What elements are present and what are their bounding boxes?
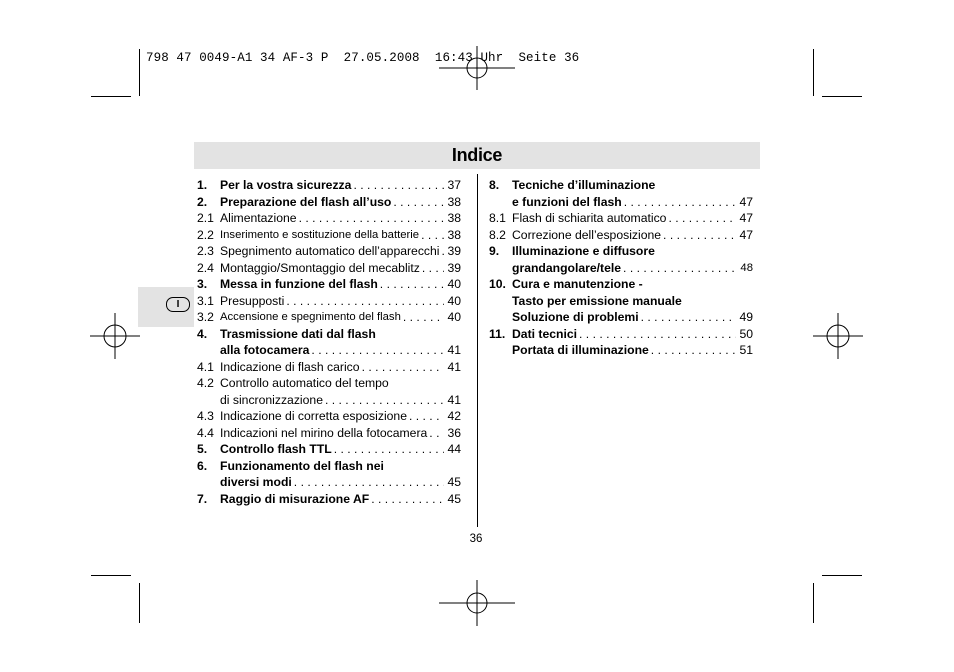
- toc-entry-label: Preparazione del flash all’uso: [220, 194, 392, 209]
- toc-entry-label: Trasmissione dati dal flash: [220, 326, 376, 341]
- toc-entry: [197, 474, 461, 491]
- toc-entry-label: Tasto per emissione manuale: [512, 293, 682, 308]
- toc-entry-label: Tecniche d’illuminazione: [512, 178, 656, 192]
- toc-entry-label: Flash di schiarita automatico: [512, 211, 667, 225]
- toc-entry: [197, 293, 461, 310]
- toc-entry-label: Spegnimento automatico dell’apparecchi: [220, 244, 440, 258]
- toc-entry-page: 41: [447, 392, 461, 407]
- toc-entry: [489, 276, 753, 293]
- toc-entry-page: 44: [447, 442, 461, 456]
- toc-entry: [489, 243, 753, 260]
- toc-entry-number: 7.: [197, 491, 208, 506]
- toc-entry-number: 4.: [197, 326, 208, 341]
- toc-entry-page: 47: [739, 194, 753, 209]
- toc-entry: [197, 441, 461, 458]
- toc-leader-dots: [639, 309, 737, 326]
- toc-entry-number: 10.: [489, 277, 506, 291]
- toc-entry-label: Cura e manutenzione -: [512, 277, 643, 291]
- toc-entry-number: 2.1: [197, 211, 214, 225]
- toc-leader-dots: [419, 227, 444, 244]
- toc-entry-page: 51: [739, 343, 753, 357]
- toc-leader-dots: [622, 194, 737, 211]
- toc-entry-number: 8.2: [489, 227, 506, 242]
- toc-entry-page: 40: [447, 310, 461, 324]
- toc-entry-number: 11.: [489, 326, 506, 341]
- toc-entry-number: 2.2: [197, 227, 214, 242]
- toc-entry-page: 48: [740, 261, 753, 274]
- toc-entry: [197, 227, 461, 244]
- print-header: 798 47 0049-A1 34 AF-3 P 27.05.2008 16:43 Uhr Seite 36: [146, 51, 580, 65]
- language-tab: [138, 287, 194, 327]
- toc-entry-number: 3.1: [197, 293, 214, 308]
- toc-entry: [489, 227, 753, 244]
- toc-entry-label: Dati tecnici: [512, 326, 578, 341]
- column-divider: [477, 174, 478, 527]
- toc-leader-dots: [292, 474, 445, 491]
- toc-leader-dots: [621, 260, 737, 277]
- toc-entry: [197, 243, 461, 260]
- toc-leader-dots: [420, 260, 445, 277]
- toc-entry: [197, 309, 461, 326]
- toc-entry-page: 39: [447, 260, 461, 275]
- registration-mark-left: [90, 313, 140, 359]
- language-badge: I: [166, 297, 190, 312]
- toc-leader-dots: [378, 276, 445, 293]
- toc-leader-dots: [369, 491, 444, 508]
- toc-entry-page: 38: [447, 211, 461, 225]
- toc-entry-label: Inserimento e sostituzione della batterie: [220, 228, 420, 241]
- registration-mark-bottom: [437, 580, 517, 626]
- toc-leader-dots: [391, 194, 444, 211]
- toc-entry-label: Montaggio/Smontaggio del mecablitz: [220, 260, 420, 275]
- toc-entry: [197, 359, 461, 376]
- toc-leader-dots: [666, 210, 736, 227]
- toc-entry: [197, 408, 461, 425]
- toc-entry-page: 41: [447, 343, 461, 357]
- toc-entry-label: e funzioni del flash: [512, 194, 622, 209]
- page-number: 36: [469, 533, 483, 545]
- toc-entry: [489, 260, 753, 277]
- toc-entry: [197, 458, 461, 475]
- toc-entry-label: Raggio di misurazione AF: [220, 491, 370, 506]
- toc-entry-page: 41: [447, 359, 461, 374]
- toc-entry: [489, 342, 753, 359]
- toc-leader-dots: [297, 210, 445, 227]
- toc-entry-label: Accensione e spegnimento del flash: [220, 311, 401, 323]
- toc-entry-page: 39: [447, 244, 461, 258]
- toc-entry-label: Indicazione di corretta esposizione: [220, 409, 407, 423]
- toc-entry: [489, 326, 753, 343]
- toc-entry-label: Controllo flash TTL: [220, 442, 332, 456]
- toc-leader-dots: [661, 227, 736, 244]
- toc-leader-dots: [577, 326, 736, 343]
- toc-entry: [197, 392, 461, 409]
- toc-entry-page: 38: [447, 227, 461, 242]
- toc-leader-dots: [401, 309, 445, 326]
- toc-leader-dots: [649, 342, 737, 359]
- toc-leader-dots: [407, 408, 444, 425]
- toc-leader-dots: [427, 425, 444, 442]
- toc-entry: [489, 293, 753, 310]
- toc-entry-number: 4.3: [197, 409, 214, 423]
- toc-left-column: [197, 177, 461, 507]
- toc-entry-number: 9.: [489, 244, 500, 258]
- toc-entry-page: 40: [447, 293, 461, 308]
- toc-entry-number: 4.1: [197, 359, 214, 374]
- toc-entry-page: 50: [739, 326, 753, 341]
- toc-entry: [197, 260, 461, 277]
- toc-entry: [197, 491, 461, 508]
- toc-entry-number: 8.1: [489, 211, 506, 225]
- toc-leader-dots: [332, 441, 445, 458]
- toc-entry-label: Illuminazione e diffusore: [512, 244, 655, 258]
- toc-entry-label: Presupposti: [220, 293, 285, 308]
- toc-entry-label: Indicazioni nel mirino della fotocamera: [220, 425, 428, 440]
- page-title: Indice: [451, 145, 503, 165]
- toc-leader-dots: [360, 359, 445, 376]
- toc-entry-number: 3.2: [197, 310, 214, 324]
- toc-entry-number: 6.: [197, 458, 208, 473]
- toc-entry-page: 42: [447, 409, 461, 423]
- toc-entry: [489, 210, 753, 227]
- toc-entry: [197, 276, 461, 293]
- toc-entry-label: diversi modi: [220, 475, 292, 489]
- toc-entry-label: di sincronizzazione: [220, 392, 323, 407]
- toc-entry: [197, 194, 461, 211]
- toc-entry: [197, 326, 461, 343]
- toc-entry-number: 3.: [197, 277, 208, 291]
- toc-entry-label: Indicazione di flash carico: [220, 359, 360, 374]
- toc-entry: [489, 309, 753, 326]
- toc-entry: [197, 375, 461, 392]
- toc-entry-number: 2.4: [197, 260, 214, 275]
- toc-entry-number: 1.: [197, 178, 208, 192]
- toc-leader-dots: [284, 293, 444, 310]
- toc-entry: [197, 177, 461, 194]
- toc-entry-label: Correzione dell’esposizione: [512, 227, 662, 242]
- title-bar: [194, 142, 760, 169]
- toc-leader-dots: [351, 177, 444, 194]
- toc-right-column: [489, 177, 753, 359]
- toc-entry-page: 47: [739, 227, 753, 242]
- toc-entry-label: Messa in funzione del flash: [220, 277, 378, 291]
- toc-entry-number: 8.: [489, 178, 500, 192]
- toc-entry-label: Portata di illuminazione: [512, 343, 649, 357]
- toc-entry-label: Alimentazione: [220, 211, 297, 225]
- toc-entry-page: 49: [739, 310, 753, 324]
- toc-entry-page: 38: [447, 194, 461, 209]
- toc-entry-number: 2.3: [197, 244, 214, 258]
- toc-entry-number: 5.: [197, 442, 208, 456]
- toc-entry-page: 45: [447, 491, 461, 506]
- registration-mark-right: [813, 313, 863, 359]
- toc-entry: [197, 210, 461, 227]
- toc-entry: [489, 194, 753, 211]
- toc-leader-dots: [323, 392, 444, 409]
- toc-entry: [197, 425, 461, 442]
- toc-entry-label: grandangolare/tele: [512, 260, 622, 275]
- toc-entry-page: 37: [447, 178, 461, 192]
- toc-entry-label: Soluzione di problemi: [512, 310, 639, 324]
- toc-entry: [197, 342, 461, 359]
- toc-entry-page: 36: [447, 425, 461, 440]
- toc-entry-label: Controllo automatico del tempo: [220, 376, 389, 390]
- toc-entry-page: 40: [447, 277, 461, 291]
- toc-leader-dots: [309, 342, 444, 359]
- toc-entry-label: Funzionamento del flash nei: [220, 458, 384, 473]
- registration-mark-top: [437, 46, 517, 90]
- toc-entry: [489, 177, 753, 194]
- toc-entry-page: 47: [739, 211, 753, 225]
- toc-entry-page: 45: [447, 475, 461, 489]
- toc-entry-number: 4.4: [197, 425, 214, 440]
- toc-entry-label: Per la vostra sicurezza: [220, 178, 352, 192]
- toc-entry-number: 4.2: [197, 376, 214, 390]
- toc-entry-label: alla fotocamera: [220, 343, 310, 357]
- toc-entry-number: 2.: [197, 194, 208, 209]
